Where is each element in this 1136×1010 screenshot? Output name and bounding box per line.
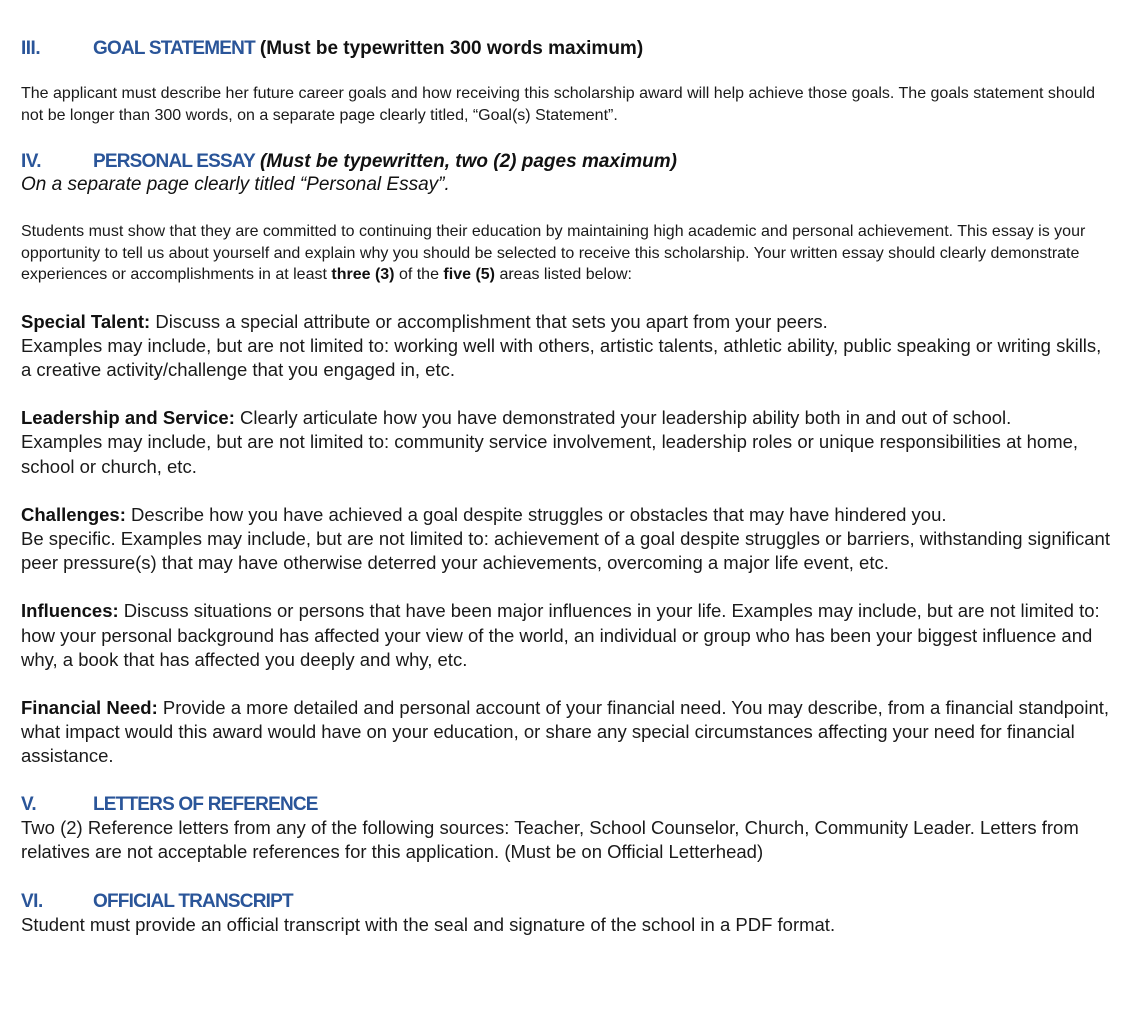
- section-note: (Must be typewritten, two (2) pages maximum): [259, 151, 677, 172]
- section-title: LETTERS OF REFERENCE: [93, 793, 318, 815]
- official-transcript-paragraph: Student must provide an official transcript with the seal and signature of the school in a PDF format.: [21, 913, 836, 935]
- goal-statement-paragraph: The applicant must describe her future career goals and how receiving this scholarship award will help achieve those goals. The goals statement should not be longer than 300 words, on a separate page clearly titled, “Goal(s) Statement”.: [21, 85, 1096, 124]
- area-text: Provide a more detailed and personal account of your financial need. You may describe, from a financial standpoint, what impact would this award would have on your education, or share any special circumstances affecting your need for financial assistance.: [21, 696, 1110, 767]
- area-label: Challenges:: [21, 503, 126, 525]
- official-transcript-heading: [21, 891, 1111, 913]
- letters-of-reference-paragraph: Two (2) Reference letters from any of the following sources: Teacher, School Counselor, Church, Community Leader. Letters from relatives are not acceptable references for this application. (Must be on Official Letterhead): [21, 816, 1079, 862]
- section-number: VI.: [21, 890, 43, 912]
- goal-statement-heading: [21, 38, 1111, 60]
- area-text: Clearly articulate how you have demonstrated your leadership ability both in and out of school.: [234, 407, 1012, 429]
- area-influences: [21, 599, 1111, 672]
- area-label: Influences:: [21, 600, 119, 622]
- area-text: Describe how you have achieved a goal despite struggles or obstacles that may have hindered you.: [125, 503, 947, 525]
- area-label: Special Talent:: [21, 310, 151, 332]
- area-leadership-service: [21, 406, 1111, 479]
- area-text: Examples may include, but are not limited to: working well with others, artistic talents, athletic ability, public speaking or writing skills, a creative activity/challenge that you engaged in, etc.: [21, 334, 1102, 380]
- intro-emphasis: five (5): [443, 266, 495, 283]
- area-text: Discuss situations or persons that have been major influences in your life. Examples may include, but are not limited to: how your personal background has affected your view of the world, an individual or group who has been your biggest influence and why, a book that has affected you deeply and why, etc.: [21, 600, 1100, 670]
- section-number: V.: [21, 793, 37, 815]
- area-challenges: [21, 503, 1111, 576]
- intro-text: areas listed below:: [495, 266, 632, 283]
- section-title: OFFICIAL TRANSCRIPT: [93, 890, 293, 912]
- intro-text: Students must show that they are committed to continuing their education by maintaining high academic and personal achievement. This essay is your opportunity to tell us about yourself and explain why you should be selected to receive this scholarship. Your written essay should clearly demonstrate experiences or accomplishments in at least: [21, 223, 1086, 283]
- area-special-talent: [21, 310, 1111, 383]
- area-text: Discuss a special attribute or accomplishment that sets you apart from your peers.: [150, 310, 828, 332]
- section-note: (Must be typewritten 300 words maximum): [259, 38, 644, 59]
- section-title: GOAL STATEMENT: [93, 38, 255, 59]
- personal-essay-intro: [21, 221, 1111, 286]
- section-number: III.: [21, 38, 41, 59]
- area-text: Be specific. Examples may include, but are not limited to: achievement of a goal despite struggles or barriers, withstanding significant peer pressure(s) that may have otherwise deterred your achievements, overcoming a major life event, etc.: [21, 527, 1110, 574]
- section-number: IV.: [21, 151, 41, 172]
- intro-emphasis: three (3): [331, 266, 395, 283]
- letters-of-reference-heading: [21, 794, 1111, 816]
- area-financial-need: [21, 696, 1111, 769]
- section-title: PERSONAL ESSAY: [93, 151, 255, 172]
- personal-essay-heading: [21, 151, 1111, 173]
- personal-essay-subline: On a separate page clearly titled “Personal Essay”.: [21, 174, 450, 195]
- area-text: Examples may include, but are not limited to: community service involvement, leadership roles or unique responsibilities at home, school or church, etc.: [21, 431, 1079, 477]
- area-label: Financial Need:: [21, 696, 158, 718]
- document-page: [21, 38, 1111, 937]
- area-label: Leadership and Service:: [21, 407, 235, 429]
- intro-text: of the: [394, 266, 444, 283]
